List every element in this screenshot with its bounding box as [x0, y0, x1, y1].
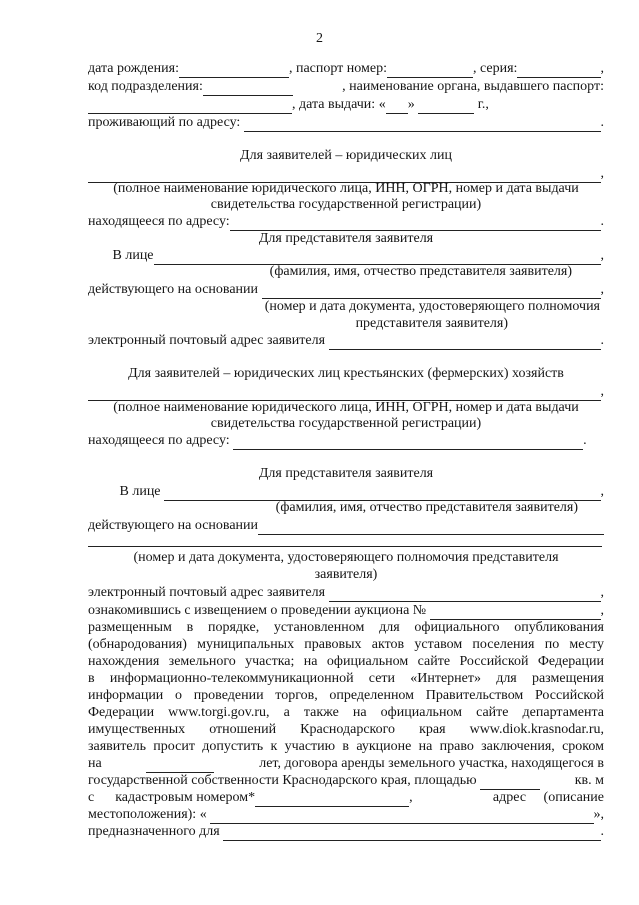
residence-line	[88, 114, 604, 132]
punctuation: »,	[593, 807, 604, 822]
residence-field[interactable]	[244, 118, 601, 132]
body-line-7: имущественных отношений Краснодарского края www.diok.krasnodar.ru,	[88, 722, 604, 737]
rep1-doc-hint-1: (номер и дата документа, удостоверяющего полномочия	[264, 299, 600, 314]
purpose-line	[88, 823, 604, 841]
rep2-basis-field[interactable]	[258, 521, 604, 535]
rep2-fio-hint: (фамилия, имя, отчество представителя заявителя)	[275, 500, 578, 515]
body-line-6: Федерации www.torgi.gov.ru, а также на официальном сайте департамента	[88, 705, 604, 720]
year-suffix: г.,	[477, 97, 489, 112]
punctuation: ,	[409, 790, 413, 805]
rep1-basis-label: действующего на основании	[88, 282, 259, 297]
lease-term-text: лет, договора аренды земельного участка, находящегося в	[259, 756, 604, 771]
area-field[interactable]	[480, 776, 540, 790]
rep2-basis-label: действующего на основании	[88, 518, 259, 533]
legal-address-field[interactable]	[230, 217, 601, 231]
issue-day-field[interactable]	[386, 100, 408, 114]
page-number: 2	[316, 31, 323, 46]
legal-section-heading: Для заявителей – юридических лиц	[240, 148, 452, 163]
legal-name-hint-2: свидетельства государственной регистрации)	[210, 197, 482, 212]
body-line-3: нахождения земельного участка; на официальном сайте Российской Федерации	[88, 654, 604, 669]
body-line-2: (обнародования) муниципальных правовых актов уставом поселения по месту	[88, 637, 604, 652]
rep2-email-label: электронный почтовый адрес заявителя	[88, 585, 326, 600]
body-line-1: размещенным в порядке, установленном для официального опубликования	[88, 620, 604, 635]
purpose-field[interactable]	[223, 827, 600, 841]
punctuation: ,	[600, 484, 604, 499]
description-label: (описание	[543, 790, 604, 805]
division-code-line	[88, 78, 604, 96]
cadastral-number-field[interactable]	[255, 793, 409, 807]
punctuation: ,	[600, 282, 604, 297]
passport-series-label: , серия:	[473, 61, 518, 76]
rep1-doc-hint-2: представителя заявителя)	[355, 316, 508, 331]
area-label: государственной собственности Краснодарского края, площадью	[88, 773, 477, 788]
passport-number-field[interactable]	[387, 64, 473, 78]
passport-series-field[interactable]	[517, 64, 600, 78]
auction-notice-line	[88, 602, 604, 620]
auction-notice-label: ознакомившись с извещением о проведении аукциона №	[88, 603, 427, 618]
residence-label: проживающий по адресу:	[88, 115, 241, 130]
farm-address-label: находящееся по адресу:	[88, 433, 230, 448]
farm-address-line	[88, 432, 604, 450]
punctuation: ,	[600, 166, 604, 181]
rep1-email-label: электронный почтовый адрес заявителя	[88, 333, 326, 348]
punctuation: .	[600, 824, 604, 839]
location-line	[88, 806, 604, 824]
passport-number-label: , паспорт номер:	[288, 61, 387, 76]
lease-term-line	[88, 755, 604, 773]
rep1-email-line	[88, 332, 604, 350]
location-field[interactable]	[210, 810, 593, 824]
punctuation: ,	[600, 603, 604, 618]
rep2-basis-continuation-field[interactable]	[88, 546, 602, 547]
farm-address-field[interactable]	[233, 436, 583, 450]
issue-month-field[interactable]	[418, 100, 474, 114]
rep2-doc-hint-2: заявителя)	[314, 567, 378, 582]
cadastral-number-label: номером*	[196, 790, 256, 805]
cadastral-prefix: с	[88, 790, 95, 805]
punctuation: ,	[600, 585, 604, 600]
legal-address-line	[88, 213, 604, 231]
rep1-heading: Для представителя заявителя	[258, 231, 434, 246]
quote-close: »	[407, 97, 415, 112]
rep2-in-person-label: В лице	[119, 484, 161, 499]
punctuation: .	[583, 433, 587, 448]
punctuation: ,	[600, 248, 604, 263]
farm-name-hint-1: (полное наименование юридического лица, ИНН, ОГРН, номер и дата выдачи	[113, 400, 579, 415]
rep2-heading: Для представителя заявителя	[258, 466, 434, 481]
rep1-in-person-label: В лице	[112, 248, 154, 263]
rep1-basis-line	[88, 281, 604, 299]
body-line-8: заявитель просит допустить к участию в аукционе на право заключения, сроком	[88, 739, 604, 754]
location-label: местоположения): «	[88, 807, 207, 822]
punctuation: .	[600, 214, 604, 229]
birth-date-label: дата рождения:	[88, 61, 179, 76]
lease-term-prefix: на	[88, 756, 102, 771]
rep1-email-field[interactable]	[329, 336, 601, 350]
punctuation: .	[600, 115, 604, 130]
area-unit: кв. м	[574, 773, 604, 788]
legal-address-label: находящееся по адресу:	[88, 214, 230, 229]
division-code-field[interactable]	[203, 82, 293, 96]
legal-name-hint-1: (полное наименование юридического лица, ИНН, ОГРН, номер и дата выдачи	[113, 181, 579, 196]
division-code-label: код подразделения:	[88, 79, 203, 94]
address-label: адрес	[492, 790, 527, 805]
punctuation: ,	[600, 61, 604, 76]
rep1-basis-field[interactable]	[262, 285, 601, 299]
rep1-fio-hint: (фамилия, имя, отчество представителя заявителя)	[269, 264, 572, 279]
issuer-date-line	[88, 96, 604, 114]
issue-date-label: , дата выдачи: «	[292, 97, 386, 112]
rep2-basis-line	[88, 517, 604, 535]
punctuation: ,	[600, 384, 604, 399]
area-line	[88, 772, 604, 790]
cadastral-label: кадастровым	[115, 790, 193, 805]
birth-date-field[interactable]	[179, 64, 289, 78]
farm-name-hint-2: свидетельства государственной регистрации)	[210, 416, 482, 431]
cadastral-line	[88, 789, 604, 807]
issuing-authority-label: , наименование органа, выдавшего паспорт:	[342, 79, 604, 94]
lease-term-field[interactable]	[146, 759, 214, 773]
body-line-4: в информационно-телекоммуникационной сети «Интернет» для размещения	[88, 671, 604, 686]
rep2-doc-hint-1: (номер и дата документа, удостоверяющего полномочия представителя	[133, 550, 559, 565]
issuing-authority-field[interactable]	[88, 100, 292, 114]
body-line-5: информации о проведении торгов, определенном Правительством Российской	[88, 688, 604, 703]
birth-passport-line	[88, 60, 604, 78]
punctuation: .	[600, 333, 604, 348]
auction-number-field[interactable]	[430, 606, 601, 620]
farm-section-heading: Для заявителей – юридических лиц крестьянских (фермерских) хозяйств	[128, 366, 564, 381]
rep2-email-field[interactable]	[329, 588, 601, 602]
purpose-label: предназначенного для	[88, 824, 220, 839]
rep2-email-line	[88, 584, 604, 602]
